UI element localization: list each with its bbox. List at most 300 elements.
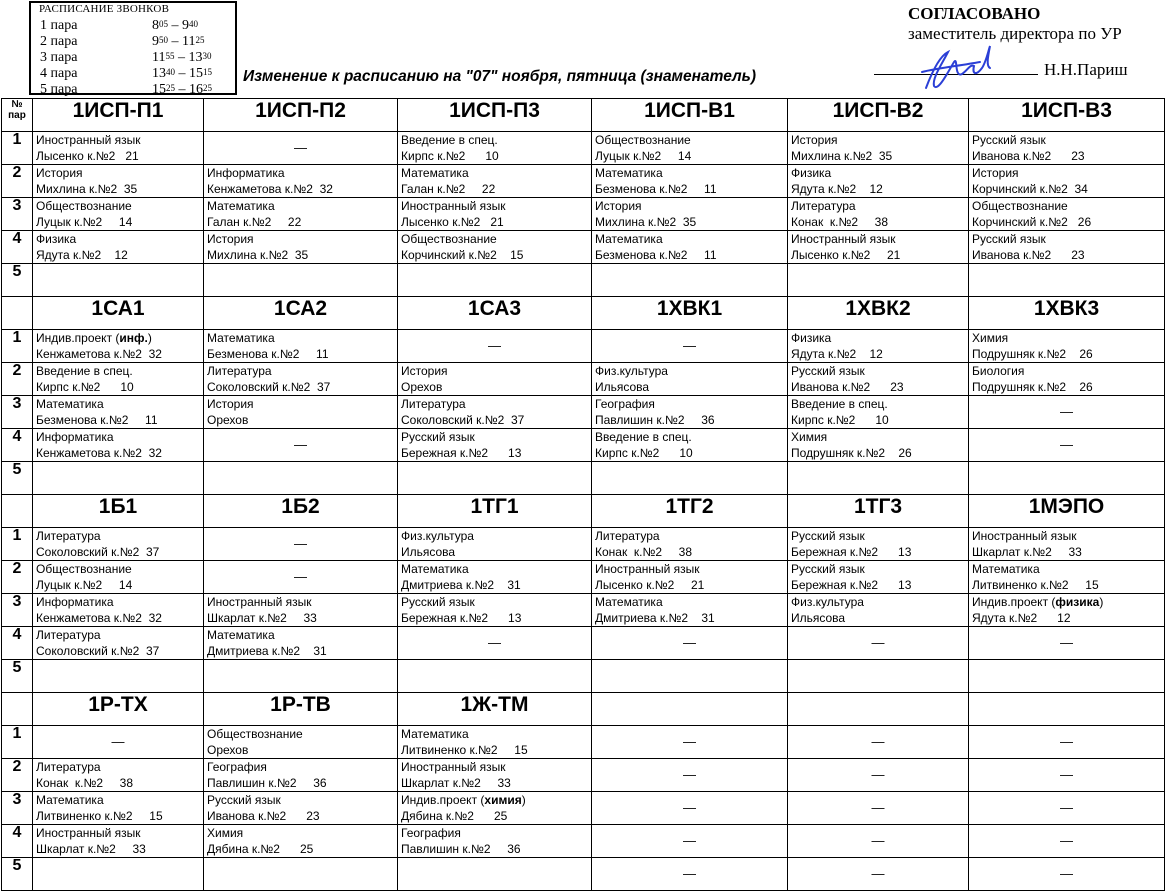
- bell-start-minute: 05: [159, 19, 168, 29]
- subject-line: [33, 165, 203, 181]
- teacher-room: Шкарлат к.№2 33: [207, 611, 317, 625]
- group-name: 1Р-ТВ: [204, 693, 398, 726]
- lesson-cell: [969, 198, 1165, 231]
- subject-specialization: химия: [484, 793, 522, 807]
- dash-mark: —: [871, 833, 885, 848]
- teacher-room: Лысенко к.№2 21: [36, 149, 139, 163]
- bell-time: $8^{05} - 9^{40}$: [152, 18, 198, 33]
- bell-end-minute: 40: [189, 19, 198, 29]
- bell-row: [40, 66, 236, 82]
- subject-name: Физика: [791, 166, 832, 180]
- subject-suffix: ): [1099, 595, 1104, 609]
- teacher-room: Михлина к.№2 35: [207, 248, 309, 262]
- teacher-room: Ядута к.№2 12: [36, 248, 128, 262]
- subject-name: Математика: [595, 166, 663, 180]
- bell-row: [40, 18, 236, 34]
- subject-line: [788, 594, 968, 610]
- lesson-cell: [788, 363, 969, 396]
- group-name: 1ХВК3: [969, 297, 1165, 330]
- group-header-row: [2, 495, 1165, 528]
- subject-name: Русский язык: [972, 133, 1046, 147]
- teacher-room: Павлишин к.№2 36: [401, 842, 521, 856]
- subject-line: [592, 561, 787, 577]
- subject-name: Русский язык: [401, 430, 475, 444]
- subject-line: [33, 759, 203, 775]
- lesson-cell: [204, 165, 398, 198]
- subject-name: Литература: [36, 760, 101, 774]
- lesson-cell: [33, 165, 204, 198]
- dash-mark: —: [683, 800, 696, 815]
- empty-lesson-cell: [969, 726, 1165, 759]
- lesson-cell: [33, 792, 204, 825]
- dash-mark: —: [111, 734, 125, 749]
- subject-name: Обществознание: [36, 199, 132, 213]
- subject-line: [33, 231, 203, 247]
- lesson-cell: [398, 231, 592, 264]
- dash-mark: —: [871, 866, 885, 881]
- group-name: 1ИСП-В1: [592, 99, 788, 132]
- teacher-room: Кирпс к.№2 10: [595, 446, 693, 460]
- dash-mark: —: [1060, 800, 1073, 815]
- lesson-cell: [969, 594, 1165, 627]
- bell-end-hour: 11: [182, 34, 196, 49]
- subject-name: Обществознание: [207, 727, 303, 741]
- subject-name: Обществознание: [36, 562, 132, 576]
- blank-lesson-cell: [398, 264, 592, 297]
- teacher-room: Соколовский к.№2 37: [401, 413, 525, 427]
- teacher-room: Дябина к.№2 25: [207, 842, 314, 856]
- lesson-row: [2, 330, 1165, 363]
- subject-name: География: [595, 397, 655, 411]
- blank-lesson-cell: [788, 264, 969, 297]
- subject-name: История: [401, 364, 448, 378]
- bell-end-minute: 15: [203, 67, 212, 77]
- empty-lesson-cell: [398, 330, 592, 363]
- subject-line: [969, 132, 1164, 148]
- subject-line: [398, 726, 591, 742]
- lesson-row: [2, 627, 1165, 660]
- teacher-room: Безменова к.№2 11: [595, 248, 717, 262]
- subject-name: Иностранный язык: [207, 595, 312, 609]
- lesson-number: 2: [2, 759, 33, 792]
- lesson-cell: [33, 363, 204, 396]
- empty-lesson-cell: [204, 528, 398, 561]
- subject-name: Физ.культура: [595, 364, 668, 378]
- subject-name: Информатика: [207, 166, 285, 180]
- group-name: [592, 693, 788, 726]
- subject-name: Иностранный язык: [401, 199, 506, 213]
- empty-lesson-cell: [969, 759, 1165, 792]
- empty-lesson-cell: [969, 792, 1165, 825]
- subject-name: Математика: [36, 397, 104, 411]
- subject-line: [204, 330, 397, 346]
- lesson-row: [2, 561, 1165, 594]
- lesson-row: [2, 462, 1165, 495]
- subject-line: [969, 198, 1164, 214]
- bell-row: [40, 82, 236, 98]
- subject-name: Физ.культура: [791, 595, 864, 609]
- approval-name: Н.Н.Париш: [1044, 60, 1128, 79]
- lesson-number: 4: [2, 429, 33, 462]
- lesson-cell: [33, 330, 204, 363]
- page-title: Изменение к расписанию на "07" ноября, пятница (знаменатель): [243, 68, 757, 85]
- bell-lesson-name: 3 пара: [40, 50, 78, 65]
- group-name: 1ТГ1: [398, 495, 592, 528]
- teacher-room: Галан к.№2 22: [401, 182, 496, 196]
- group-name: 1ТГ3: [788, 495, 969, 528]
- subject-name: Математика: [207, 331, 275, 345]
- blank-lesson-cell: [33, 858, 204, 891]
- subject-name: Математика: [595, 595, 663, 609]
- subject-suffix: ): [521, 793, 526, 807]
- group-name: 1СА1: [33, 297, 204, 330]
- empty-lesson-cell: [969, 396, 1165, 429]
- teacher-room: Галан к.№2 22: [207, 215, 302, 229]
- subject-name: История: [595, 199, 642, 213]
- subject-name: История: [972, 166, 1019, 180]
- blank-lesson-cell: [33, 660, 204, 693]
- subject-line: [204, 627, 397, 643]
- lesson-cell: [398, 132, 592, 165]
- empty-lesson-cell: [788, 792, 969, 825]
- bell-end-hour: 9: [182, 18, 189, 33]
- subject-line: [33, 363, 203, 379]
- dash-mark: —: [1060, 437, 1073, 452]
- lesson-cell: [204, 594, 398, 627]
- empty-lesson-cell: [969, 858, 1165, 891]
- teacher-room: Соколовский к.№2 37: [36, 644, 160, 658]
- lesson-number: 4: [2, 231, 33, 264]
- lesson-cell: [788, 330, 969, 363]
- subject-line: [398, 528, 591, 544]
- subject-name: Иностранный язык: [401, 760, 506, 774]
- group-name: 1Б1: [33, 495, 204, 528]
- bell-start-hour: 15: [152, 82, 166, 97]
- bell-lesson-name: 5 пара: [40, 82, 78, 97]
- subject-name: Русский язык: [791, 562, 865, 576]
- lesson-cell: [398, 363, 592, 396]
- lesson-number-header: № пар: [2, 99, 33, 132]
- subject-name: Биология: [972, 364, 1025, 378]
- blank-lesson-cell: [592, 660, 788, 693]
- dash-mark: —: [1060, 833, 1073, 848]
- lesson-cell: [204, 330, 398, 363]
- group-name: 1Р-ТХ: [33, 693, 204, 726]
- bell-row: [40, 50, 236, 66]
- dash-mark: —: [488, 338, 501, 353]
- subject-name: Литература: [207, 364, 272, 378]
- blank-lesson-cell: [398, 462, 592, 495]
- subject-line: [33, 528, 203, 544]
- subject-name: Математика: [207, 199, 275, 213]
- subject-name: Химия: [791, 430, 828, 444]
- teacher-room: Иванова к.№2 23: [791, 380, 904, 394]
- subject-line: [969, 231, 1164, 247]
- lesson-number: 1: [2, 528, 33, 561]
- lesson-cell: [788, 396, 969, 429]
- group-name: 1ХВК2: [788, 297, 969, 330]
- empty-lesson-cell: [33, 726, 204, 759]
- subject-line: [398, 396, 591, 412]
- lesson-cell: [592, 594, 788, 627]
- dash-mark: —: [683, 866, 696, 881]
- teacher-room: Корчинский к.№2 34: [972, 182, 1088, 196]
- dash-mark: —: [683, 635, 696, 650]
- group-name: 1ИСП-П2: [204, 99, 398, 132]
- teacher-room: Бережная к.№2 13: [401, 446, 522, 460]
- blank-lesson-cell: [33, 264, 204, 297]
- subject-name: Иностранный язык: [36, 826, 141, 840]
- teacher-room: Ядута к.№2 12: [972, 611, 1071, 625]
- subject-line: [788, 528, 968, 544]
- subject-line: [788, 132, 968, 148]
- empty-lesson-cell: [204, 429, 398, 462]
- lesson-cell: [969, 132, 1165, 165]
- lesson-number: 2: [2, 165, 33, 198]
- subject-name: Физ.культура: [401, 529, 474, 543]
- teacher-room: Безменова к.№2 11: [595, 182, 717, 196]
- bell-end-hour: 13: [188, 50, 203, 65]
- teacher-room: Шкарлат к.№2 33: [36, 842, 146, 856]
- subject-name: Математика: [401, 166, 469, 180]
- blank-lesson-cell: [592, 264, 788, 297]
- teacher-room: Дмитриева к.№2 31: [207, 644, 327, 658]
- teacher-room: Павлишин к.№2 36: [595, 413, 715, 427]
- subject-line: [592, 429, 787, 445]
- teacher-room: Кирпс к.№2 10: [401, 149, 499, 163]
- subject-line: [33, 132, 203, 148]
- lesson-row: [2, 594, 1165, 627]
- teacher-room: Павлишин к.№2 36: [207, 776, 327, 790]
- lesson-row: [2, 528, 1165, 561]
- teacher-room: Иванова к.№2 23: [972, 248, 1085, 262]
- dash-mark: —: [1060, 635, 1073, 650]
- teacher-room: Луцык к.№2 14: [36, 578, 133, 592]
- group-name: 1ХВК1: [592, 297, 788, 330]
- lesson-cell: [788, 198, 969, 231]
- subject-name: Обществознание: [972, 199, 1068, 213]
- subject-line: [788, 429, 968, 445]
- blank-lesson-cell: [969, 264, 1165, 297]
- subject-name: Индив.проект (: [972, 595, 1056, 609]
- dash-mark: —: [294, 140, 307, 155]
- subject-name: Математика: [207, 628, 275, 642]
- subject-suffix: ): [147, 331, 152, 345]
- lesson-cell: [204, 726, 398, 759]
- subject-name: Индив.проект (: [401, 793, 485, 807]
- subject-name: Химия: [972, 331, 1009, 345]
- bell-end-minute: 25: [203, 83, 212, 93]
- subject-line: [204, 363, 397, 379]
- teacher-room: Михлина к.№2 35: [36, 182, 138, 196]
- lesson-row: [2, 132, 1165, 165]
- lesson-row: [2, 759, 1165, 792]
- subject-line: [33, 825, 203, 841]
- bell-time: $13^{40} - 15^{15}$: [152, 66, 212, 81]
- group-name: 1ТГ2: [592, 495, 788, 528]
- subject-line: [592, 231, 787, 247]
- subject-name: География: [207, 760, 267, 774]
- teacher-room: Соколовский к.№2 37: [207, 380, 331, 394]
- lesson-number-header: [2, 495, 33, 528]
- subject-line: [788, 396, 968, 412]
- empty-lesson-cell: [592, 792, 788, 825]
- subject-name: Индив.проект (: [36, 331, 120, 345]
- subject-name: Русский язык: [791, 529, 865, 543]
- dash-mark: —: [871, 635, 885, 650]
- empty-lesson-cell: [592, 726, 788, 759]
- empty-lesson-cell: [592, 825, 788, 858]
- bell-lesson-name: 1 пара: [40, 18, 78, 33]
- lesson-cell: [592, 132, 788, 165]
- blank-lesson-cell: [204, 264, 398, 297]
- dash-mark: —: [294, 569, 307, 584]
- teacher-room: Лысенко к.№2 21: [791, 248, 901, 262]
- bell-time: $11^{55} - 13^{30}$: [152, 50, 212, 65]
- empty-lesson-cell: [969, 825, 1165, 858]
- lesson-cell: [398, 528, 592, 561]
- subject-name: История: [791, 133, 838, 147]
- subject-name: Введение в спец.: [595, 430, 692, 444]
- subject-line: [592, 528, 787, 544]
- subject-line: [33, 561, 203, 577]
- subject-line: [969, 363, 1164, 379]
- lesson-number: 4: [2, 825, 33, 858]
- lesson-row: [2, 858, 1165, 891]
- lesson-cell: [592, 528, 788, 561]
- group-name: 1ИСП-П1: [33, 99, 204, 132]
- lesson-cell: [33, 825, 204, 858]
- lesson-cell: [204, 396, 398, 429]
- teacher-room: Кенжаметова к.№2 32: [207, 182, 333, 196]
- group-name: 1СА2: [204, 297, 398, 330]
- group-name: [788, 693, 969, 726]
- teacher-room: Корчинский к.№2 26: [972, 215, 1092, 229]
- subject-name: Информатика: [36, 595, 114, 609]
- blank-lesson-cell: [592, 462, 788, 495]
- subject-name: Иностранный язык: [972, 529, 1077, 543]
- subject-line: [33, 594, 203, 610]
- teacher-room: Иванова к.№2 23: [972, 149, 1085, 163]
- lesson-cell: [204, 231, 398, 264]
- lesson-number-header: [2, 693, 33, 726]
- subject-line: [788, 561, 968, 577]
- lesson-number: 1: [2, 132, 33, 165]
- empty-lesson-cell: [788, 825, 969, 858]
- lesson-cell: [788, 561, 969, 594]
- empty-lesson-cell: [788, 627, 969, 660]
- subject-line: [204, 594, 397, 610]
- lesson-cell: [788, 594, 969, 627]
- bell-schedule-box: [29, 1, 237, 95]
- empty-lesson-cell: [592, 330, 788, 363]
- blank-lesson-cell: [204, 462, 398, 495]
- teacher-room: Ядута к.№2 12: [791, 182, 883, 196]
- blank-lesson-cell: [204, 858, 398, 891]
- teacher-room: Шкарлат к.№2 33: [972, 545, 1082, 559]
- approval-title: СОГЛАСОВАНО: [908, 4, 1041, 23]
- subject-line: [204, 726, 397, 742]
- subject-name: Введение в спец.: [36, 364, 133, 378]
- bell-end-minute: 30: [202, 51, 212, 61]
- document-header: [0, 0, 1165, 98]
- lesson-row: [2, 264, 1165, 297]
- teacher-room: Кирпс к.№2 10: [36, 380, 134, 394]
- group-name: 1ИСП-В2: [788, 99, 969, 132]
- teacher-room: Бережная к.№2 13: [791, 545, 912, 559]
- subject-line: [33, 429, 203, 445]
- lesson-cell: [204, 759, 398, 792]
- subject-line: [969, 594, 1164, 610]
- bell-row: [40, 34, 236, 50]
- dash-mark: —: [683, 767, 696, 782]
- bell-start-minute: 40: [166, 67, 175, 77]
- lesson-number: 4: [2, 627, 33, 660]
- bell-end-hour: 15: [189, 66, 203, 81]
- subject-line: [398, 792, 591, 808]
- subject-line: [969, 330, 1164, 346]
- lesson-cell: [398, 759, 592, 792]
- dash-mark: —: [683, 734, 696, 749]
- subject-name: Химия: [207, 826, 244, 840]
- group-name: 1Б2: [204, 495, 398, 528]
- lesson-row: [2, 198, 1165, 231]
- signature-scribble: [918, 42, 1008, 98]
- lesson-cell: [398, 165, 592, 198]
- teacher-room: Дмитриева к.№2 31: [595, 611, 715, 625]
- lesson-row: [2, 165, 1165, 198]
- subject-line: [398, 429, 591, 445]
- subject-name: Информатика: [36, 430, 114, 444]
- lesson-number: 5: [2, 858, 33, 891]
- lesson-cell: [398, 594, 592, 627]
- teacher-room: Подрушняк к.№2 26: [791, 446, 912, 460]
- teacher-room: Конак к.№2 38: [36, 776, 134, 790]
- subject-line: [788, 198, 968, 214]
- teacher-room: Орехов: [207, 413, 249, 427]
- bell-schedule-title: РАСПИСАНИЕ ЗВОНКОВ: [39, 3, 170, 15]
- bell-start-hour: 13: [152, 66, 166, 81]
- lesson-cell: [592, 198, 788, 231]
- teacher-room: Кенжаметова к.№2 32: [36, 446, 162, 460]
- bell-start-hour: 8: [152, 18, 159, 33]
- teacher-room: Ядута к.№2 12: [791, 347, 883, 361]
- subject-line: [204, 759, 397, 775]
- empty-lesson-cell: [969, 627, 1165, 660]
- subject-name: Литература: [401, 397, 466, 411]
- lesson-cell: [788, 231, 969, 264]
- lesson-cell: [592, 165, 788, 198]
- approval-role: заместитель директора по УР: [908, 24, 1122, 43]
- teacher-room: Луцык к.№2 14: [595, 149, 692, 163]
- lesson-cell: [33, 594, 204, 627]
- subject-name: Иностранный язык: [595, 562, 700, 576]
- teacher-room: Подрушняк к.№2 26: [972, 380, 1093, 394]
- empty-lesson-cell: [788, 759, 969, 792]
- teacher-room: Литвиненко к.№2 15: [972, 578, 1099, 592]
- teacher-room: Михлина к.№2 35: [791, 149, 893, 163]
- lesson-cell: [592, 561, 788, 594]
- subject-name: Русский язык: [207, 793, 281, 807]
- lesson-cell: [969, 165, 1165, 198]
- subject-name: Введение в спец.: [791, 397, 888, 411]
- group-name: 1ИСП-П3: [398, 99, 592, 132]
- subject-name: Литература: [36, 628, 101, 642]
- teacher-room: Лысенко к.№2 21: [401, 215, 504, 229]
- empty-lesson-cell: [788, 858, 969, 891]
- subject-line: [592, 594, 787, 610]
- lesson-cell: [398, 561, 592, 594]
